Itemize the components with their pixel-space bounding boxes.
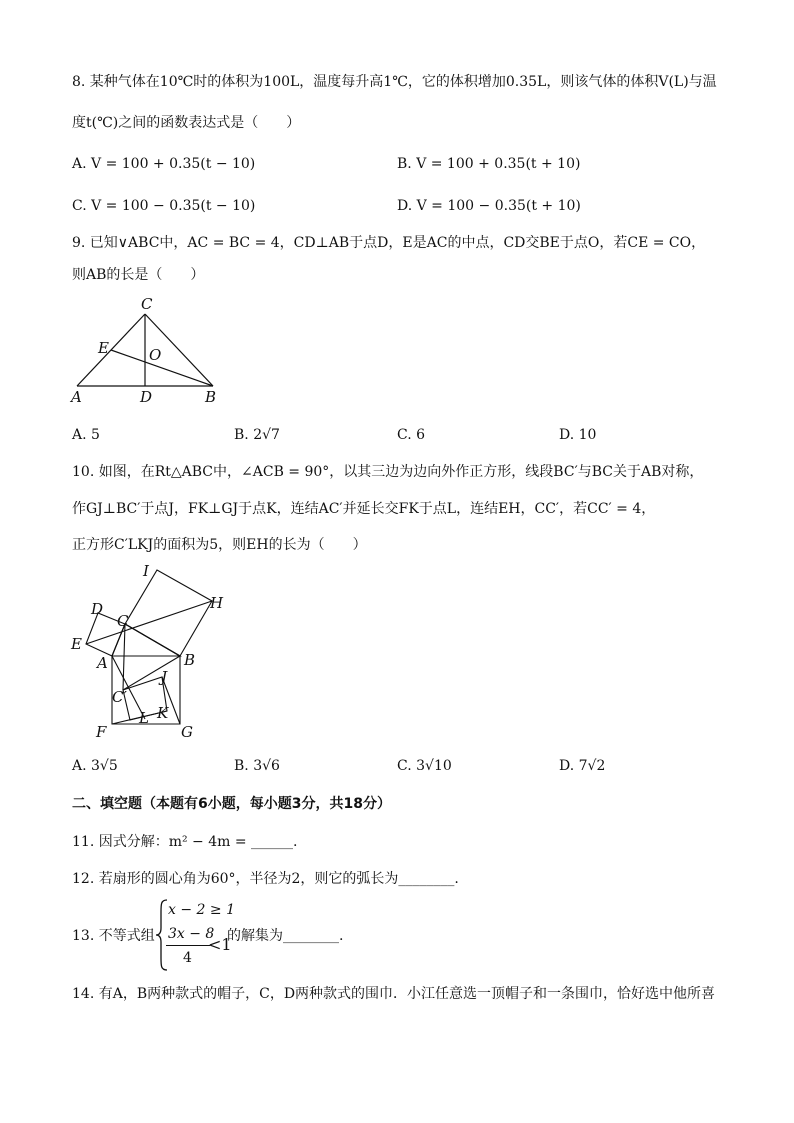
- label-f: F: [96, 723, 107, 741]
- q8-option-b: B. V = 100 + 0.35(t + 10): [397, 156, 581, 172]
- label-d: D: [140, 388, 153, 406]
- q10-stem-line1: 10. 如图，在Rt△ABC中，∠ACB = 90°，以其三边为边向外作正方形，线段BC′与BC关于AB对称，: [72, 464, 704, 480]
- q13-brace: [155, 898, 169, 972]
- label-b: B: [205, 388, 217, 406]
- q9-option-a: A. 5: [72, 427, 100, 443]
- q8-stem-line2: 度t(℃)之间的函数表达式是（ ）: [72, 115, 301, 131]
- label-g: G: [181, 723, 193, 741]
- label-c-prime: C′: [112, 688, 127, 706]
- label-o: O: [149, 346, 162, 364]
- label-l: L: [139, 709, 149, 727]
- q13-prefix: 13. 不等式组: [72, 928, 155, 944]
- q8-option-d: D. V = 100 − 0.35(t + 10): [397, 198, 581, 214]
- q10-option-d: D. 7√2: [559, 758, 606, 774]
- q9-option-c: C. 6: [397, 427, 426, 443]
- label-c: C: [141, 295, 153, 313]
- segment-be: [111, 350, 213, 386]
- segment-bc-prime: [123, 656, 180, 690]
- label-i: I: [143, 562, 149, 580]
- q10-squares-figure: [65, 560, 240, 745]
- q9-option-d: D. 10: [559, 427, 597, 443]
- q8-option-c: C. V = 100 − 0.35(t − 10): [72, 198, 256, 214]
- label-h: H: [210, 594, 224, 612]
- q9-triangle-figure: [65, 292, 235, 410]
- label-k: K: [157, 704, 169, 722]
- q10-stem-line3: 正方形C′LKJ的面积为5，则EH的长为（ ）: [72, 537, 367, 553]
- q12-text: 12. 若扇形的圆心角为60°，半径为2，则它的弧长为________.: [72, 871, 459, 887]
- q13-fraction-bar: [166, 945, 210, 946]
- label-b: B: [184, 651, 196, 669]
- q10-option-a: A. 3√5: [72, 758, 118, 774]
- q10-option-b: B. 3√6: [234, 758, 280, 774]
- q11-text: 11. 因式分解：m² − 4m = ______.: [72, 834, 298, 850]
- q14-text: 14. 有A，B两种款式的帽子，C，D两种款式的围巾．小江任意选一顶帽子和一条围巾，恰好选中他所喜: [72, 986, 716, 1002]
- label-e: E: [71, 635, 82, 653]
- square-bc: [125, 570, 212, 656]
- q10-option-c: C. 3√10: [397, 758, 452, 774]
- q9-stem-line1: 9. 已知∨ABC中，AC = BC = 4，CD⊥AB于点D，E是AC的中点，CD交BE于点O，若CE = CO，: [72, 235, 706, 251]
- q9-option-b: B. 2√7: [234, 427, 280, 443]
- label-d: D: [91, 600, 104, 618]
- q8-stem-line1: 8. 某种气体在10℃时的体积为100L，温度每升高1℃，它的体积增加0.35L，则该气体的体积V(L)与温: [72, 74, 717, 90]
- q8-option-a: A. V = 100 + 0.35(t − 10): [72, 156, 256, 172]
- label-a: A: [71, 388, 82, 406]
- label-e: E: [98, 339, 109, 357]
- section-heading-fill-in: 二、填空题（本题有6小题，每小题3分，共18分）: [72, 796, 391, 812]
- label-j: J: [161, 668, 168, 686]
- q13-inequality-1: x − 2 ≥ 1: [168, 902, 235, 918]
- label-a: A: [97, 654, 108, 672]
- q10-stem-line2: 作GJ⊥BC′于点J，FK⊥GJ于点K，连结AC′并延长交FK于点L，连结EH，CC′，若CC′ = 4，: [72, 501, 656, 517]
- q13-suffix: 的解集为________.: [227, 928, 344, 944]
- q13-numerator: 3x − 8: [168, 926, 215, 942]
- segment-c-to-b: [125, 624, 180, 656]
- q13-relation: <1: [208, 935, 232, 954]
- label-c: C: [117, 612, 129, 630]
- q9-stem-line2: 则AB的长是（ ）: [72, 267, 205, 283]
- q13-denominator: 4: [183, 950, 192, 966]
